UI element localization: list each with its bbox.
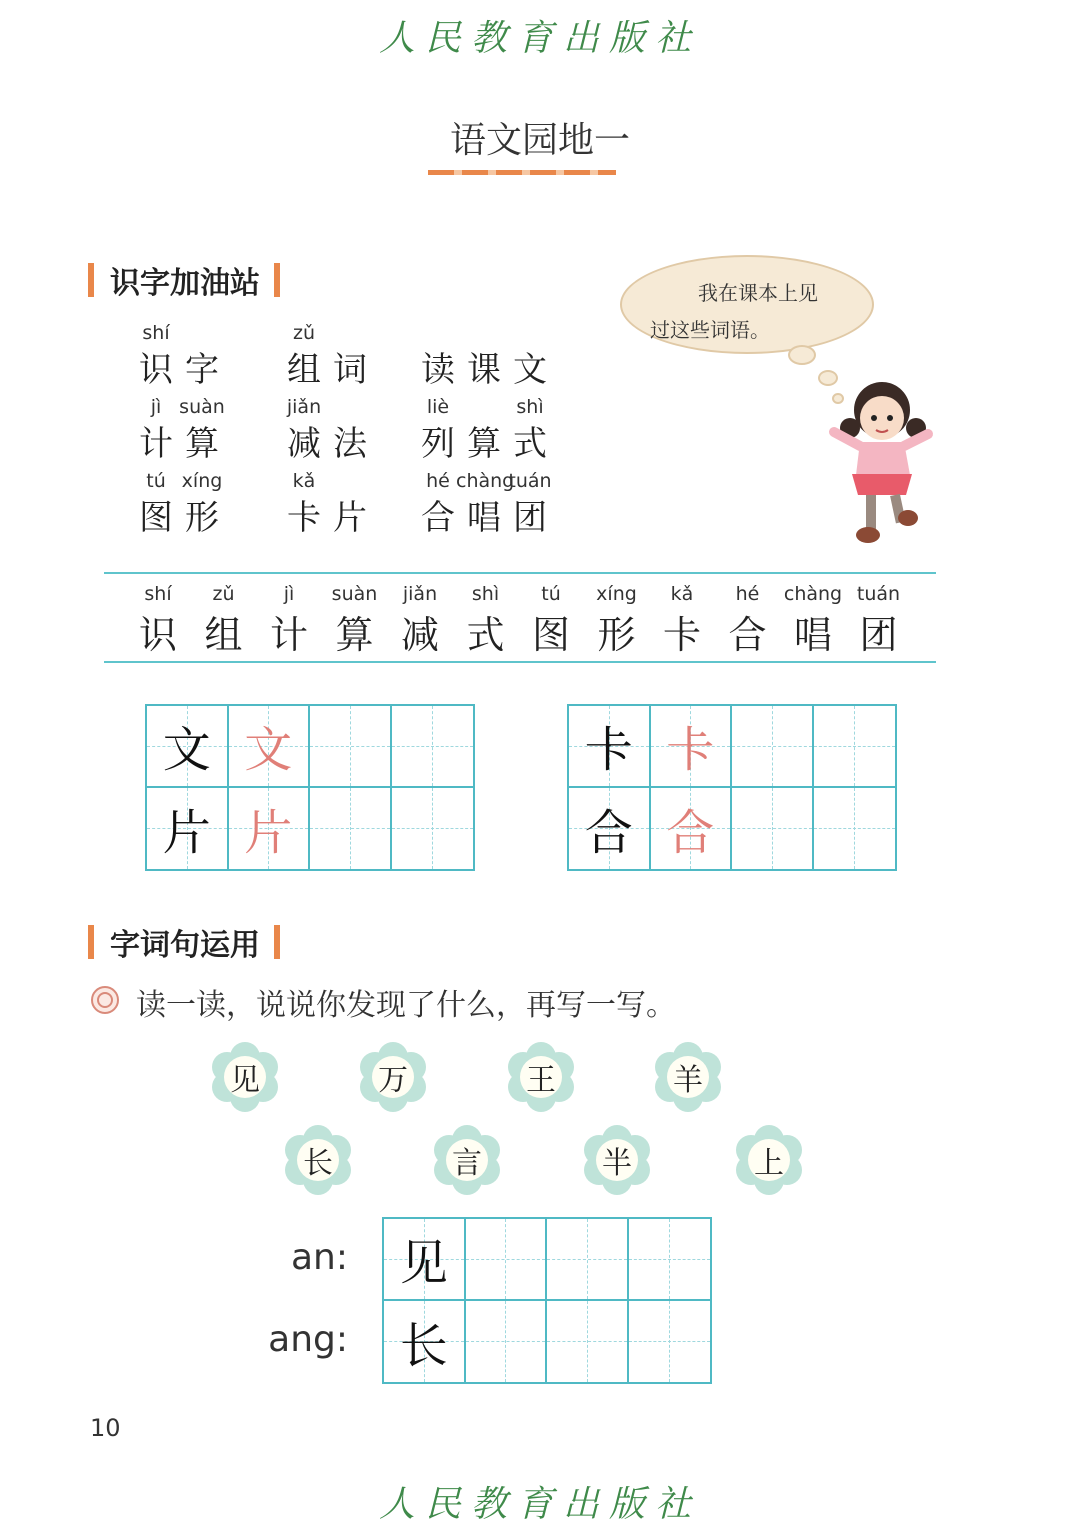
- guide-v: [772, 706, 773, 786]
- rhyme-label: ang:: [268, 1319, 348, 1360]
- hanzi: 算: [185, 424, 219, 464]
- strip-hanzi: 卡: [662, 613, 701, 657]
- strip-hanzi: 计: [269, 613, 308, 657]
- hanzi: 读: [421, 350, 455, 390]
- flower-center: 半: [596, 1139, 638, 1181]
- grid-cell: [814, 706, 896, 788]
- guide-v: [505, 1301, 506, 1383]
- flower-char: [508, 1044, 574, 1110]
- model-char: 长: [399, 1317, 448, 1374]
- guide-v: [350, 706, 351, 786]
- grid-cell: [229, 788, 311, 870]
- grid-cell: [392, 788, 474, 870]
- flower-char: [212, 1044, 278, 1110]
- flower-center: 言: [446, 1139, 488, 1181]
- instruction-text: 读一读，说说你发现了什么，再写一写。: [136, 988, 676, 1023]
- hanzi: 识: [139, 350, 173, 390]
- instruction-icon: [90, 985, 120, 1015]
- trace-char: 文: [244, 722, 293, 779]
- hanzi: 形: [185, 498, 219, 538]
- bubble-line-1: 我在课本上见: [698, 281, 818, 305]
- model-char: 卡: [584, 722, 633, 779]
- bubble-text: [650, 275, 850, 349]
- strip-hanzi: 唱: [793, 613, 832, 657]
- grid-cell: [147, 788, 229, 870]
- section-heading-1: 识字加油站: [88, 258, 280, 302]
- flower-center: 长: [297, 1139, 339, 1181]
- grid-cell: [229, 706, 311, 788]
- flower-char: [736, 1127, 802, 1193]
- grid-cell: [466, 1219, 548, 1301]
- rhyme-label: an:: [290, 1237, 348, 1278]
- grid-cell: [732, 788, 814, 870]
- flower-char: [584, 1127, 650, 1193]
- bubble-line-2: 过这些词语。: [650, 318, 770, 342]
- hanzi: 算: [467, 424, 501, 464]
- model-char: 见: [399, 1235, 448, 1292]
- girl-illustration: [820, 370, 940, 555]
- publisher-header: 人民教育出版社: [378, 18, 701, 59]
- pinyin: jì: [150, 396, 162, 418]
- strip-hanzi: 形: [597, 613, 636, 657]
- hanzi: 计: [139, 424, 173, 464]
- strip-hanzi: 算: [335, 613, 374, 657]
- strip-pinyin: tuán: [856, 583, 901, 605]
- pinyin: kǎ: [292, 470, 316, 492]
- hanzi: 图: [139, 498, 173, 538]
- hanzi: 词: [333, 350, 367, 390]
- hanzi: 唱: [467, 498, 501, 538]
- guide-v: [350, 788, 351, 870]
- grid-cell: [310, 706, 392, 788]
- strip-pinyin: tú: [541, 583, 561, 605]
- guide-v: [432, 706, 433, 786]
- hanzi: 卡: [287, 498, 321, 538]
- strip-hanzi: 合: [728, 613, 767, 657]
- guide-v: [587, 1219, 588, 1299]
- model-char: 合: [584, 804, 633, 861]
- hanzi: 式: [513, 424, 547, 464]
- model-char: 文: [162, 722, 211, 779]
- hanzi: 列: [421, 424, 455, 464]
- strip-hanzi: 式: [466, 613, 505, 657]
- strip-pinyin: kǎ: [670, 583, 694, 605]
- strip-hanzi: 组: [204, 613, 243, 657]
- grid-cell: [384, 1219, 466, 1301]
- pinyin: chàng: [456, 470, 515, 492]
- hanzi: 组: [287, 350, 321, 390]
- flower-center: 羊: [667, 1056, 709, 1098]
- guide-v: [587, 1301, 588, 1383]
- title-underline: [428, 170, 616, 175]
- pinyin: jiǎn: [286, 396, 322, 418]
- grid-cell: [547, 1301, 629, 1383]
- page-number: 10: [90, 1414, 121, 1442]
- pinyin: hé: [426, 470, 450, 492]
- trace-char: 片: [244, 804, 293, 861]
- pinyin: zǔ: [292, 322, 315, 344]
- flower-center: 上: [748, 1139, 790, 1181]
- strip-top-line: [104, 572, 936, 574]
- strip-pinyin: zǔ: [212, 583, 235, 605]
- guide-v: [669, 1219, 670, 1299]
- strip-pinyin: jiǎn: [402, 583, 438, 605]
- publisher-footer: 人民教育出版社: [378, 1484, 701, 1525]
- pinyin: tú: [146, 470, 166, 492]
- strip-hanzi: 识: [138, 613, 177, 657]
- strip-hanzi: 团: [859, 613, 898, 657]
- strip-pinyin: xíng: [596, 583, 637, 605]
- grid-cell: [547, 1219, 629, 1301]
- bubble-dot: [788, 345, 816, 365]
- grid-cell: [569, 706, 651, 788]
- model-char: 片: [162, 804, 211, 861]
- flower-center: 见: [224, 1056, 266, 1098]
- section-heading-2: 字词句运用: [88, 920, 280, 964]
- grid-box: [145, 704, 475, 871]
- flower-char: [285, 1127, 351, 1193]
- grid-cell: [732, 706, 814, 788]
- pinyin: tuán: [508, 470, 552, 492]
- grid-cell: [629, 1219, 711, 1301]
- grid-cell: [466, 1301, 548, 1383]
- trace-char: 合: [666, 804, 715, 861]
- guide-v: [432, 788, 433, 870]
- grid-box: [567, 704, 897, 871]
- pinyin: shì: [516, 396, 544, 418]
- grid-cell: [392, 706, 474, 788]
- grid-cell: [310, 788, 392, 870]
- grid-cell: [384, 1301, 466, 1383]
- grid-cell: [651, 788, 733, 870]
- strip-hanzi: 减: [400, 613, 439, 657]
- guide-v: [772, 788, 773, 870]
- hanzi: 减: [287, 424, 321, 464]
- flower-char: [434, 1127, 500, 1193]
- strip-bottom-line: [104, 661, 936, 663]
- grid-cell: [651, 706, 733, 788]
- pinyin: suàn: [179, 396, 225, 418]
- hanzi: 文: [513, 350, 547, 390]
- grid-cell: [629, 1301, 711, 1383]
- strip-pinyin: hé: [735, 583, 760, 605]
- strip-pinyin: shí: [144, 583, 172, 605]
- hanzi: 合: [421, 498, 455, 538]
- guide-v: [854, 788, 855, 870]
- strip-pinyin: jì: [283, 583, 295, 605]
- hanzi: 字: [185, 350, 219, 390]
- flower-center: 万: [372, 1056, 414, 1098]
- grid-cell: [814, 788, 896, 870]
- trace-char: 卡: [666, 722, 715, 779]
- strip-pinyin: chàng: [783, 583, 843, 605]
- hanzi: 法: [333, 424, 367, 464]
- guide-v: [505, 1219, 506, 1299]
- guide-v: [669, 1301, 670, 1383]
- page-title: 语文园地一: [449, 120, 630, 161]
- grid-cell: [569, 788, 651, 870]
- hanzi: 片: [333, 498, 367, 538]
- practice-grid-box: [382, 1217, 712, 1384]
- flower-char: [360, 1044, 426, 1110]
- grid-cell: [147, 706, 229, 788]
- hanzi: 课: [467, 350, 501, 390]
- guide-v: [854, 706, 855, 786]
- pinyin: liè: [426, 396, 450, 418]
- hanzi: 团: [513, 498, 547, 538]
- strip-hanzi: 图: [531, 613, 570, 657]
- pinyin: xíng: [181, 470, 223, 492]
- strip-pinyin: shì: [471, 583, 500, 605]
- strip-pinyin: suàn: [331, 583, 378, 605]
- flower-center: 王: [520, 1056, 562, 1098]
- pinyin: shí: [142, 322, 170, 344]
- flower-char: [655, 1044, 721, 1110]
